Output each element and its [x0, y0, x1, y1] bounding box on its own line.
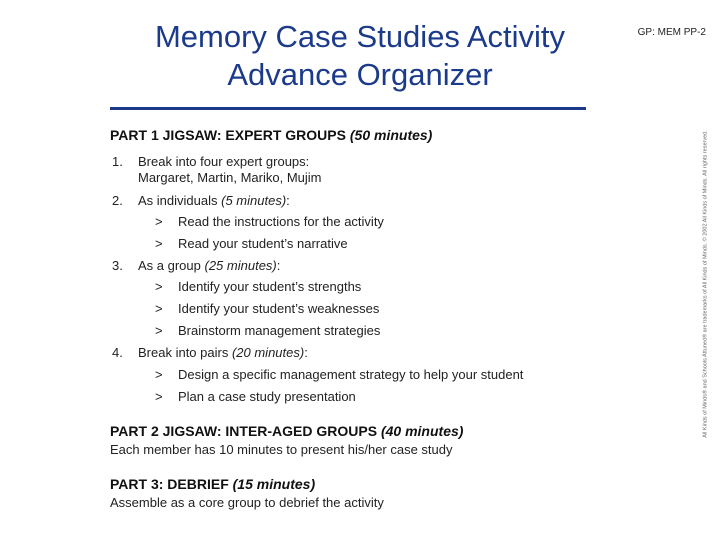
part2-text: Each member has 10 minutes to present his/her case study: [110, 442, 453, 457]
sub-item: [155, 214, 384, 229]
list-item-text: As individuals: [138, 193, 218, 208]
sub-item-text: Read the instructions for the activity: [178, 214, 384, 229]
chevron-right-icon: >: [155, 323, 163, 338]
part2-heading-time: (40 minutes): [380, 423, 464, 439]
part3-heading: [110, 476, 315, 492]
part2-heading-text: PART 2 JIGSAW: INTER-AGED GROUPS: [110, 423, 378, 439]
part3-text: Assemble as a core group to debrief the activity: [110, 495, 384, 510]
chevron-right-icon: >: [155, 236, 163, 251]
sub-item-text: Brainstorm management strategies: [178, 323, 381, 338]
part3-heading-text: PART 3: DEBRIEF: [110, 476, 229, 492]
title-line-2: Advance Organizer: [227, 57, 493, 92]
list-item-suffix: :: [304, 345, 308, 360]
list-item-number: 4.: [112, 345, 123, 360]
list-item-number: 2.: [112, 193, 123, 208]
part3-heading-time: (15 minutes): [232, 476, 316, 492]
part1-heading-time: (50 minutes): [349, 127, 433, 143]
list-item-text: Break into pairs: [138, 345, 229, 360]
sub-item: [155, 301, 379, 316]
sub-item: [155, 279, 361, 294]
list-item-2: [112, 193, 290, 209]
list-item-1: [112, 154, 321, 186]
sub-item-text: Identify your student’s weaknesses: [178, 301, 380, 316]
slide-code: GP: MEM PP-2: [637, 27, 706, 38]
chevron-right-icon: >: [155, 301, 163, 316]
sub-item: [155, 323, 380, 338]
part1-heading: [110, 127, 432, 143]
sub-item-text: Read your student’s narrative: [178, 236, 348, 251]
sub-item: [155, 389, 356, 404]
list-item-number: 1.: [112, 154, 123, 169]
list-item-suffix: :: [276, 258, 281, 273]
sub-item-text: Design a specific management strategy to help your student: [178, 367, 524, 382]
copyright-sidebar: [695, 40, 717, 528]
sub-item: [155, 367, 523, 382]
list-item-text: Break into four expert groups:: [138, 154, 310, 169]
chevron-right-icon: >: [155, 389, 163, 404]
sub-item: [155, 236, 348, 251]
chevron-right-icon: >: [155, 279, 163, 294]
part1-heading-text: PART 1 JIGSAW: EXPERT GROUPS: [110, 127, 346, 143]
page-title: [110, 18, 610, 94]
list-item-time: (25 minutes): [204, 258, 277, 273]
title-line-1: Memory Case Studies Activity: [154, 19, 566, 54]
list-item-suffix: :: [286, 193, 290, 208]
sub-item-text: Plan a case study presentation: [178, 389, 356, 404]
chevron-right-icon: >: [155, 367, 163, 382]
sub-item-text: Identify your student’s strengths: [178, 279, 362, 294]
part2-heading: [110, 423, 463, 439]
list-item-time: (20 minutes): [231, 345, 305, 360]
list-item-number: 3.: [112, 258, 123, 273]
list-item-text: As a group: [138, 258, 201, 273]
copyright-notice: All Kinds of Minds® and Schools Attuned® are trademarks of All Kinds of Minds. © 2002 All Kinds of Minds. All rights reserved.: [703, 130, 710, 438]
chevron-right-icon: >: [155, 214, 163, 229]
list-item-text-2: Margaret, Martin, Mariko, Mujim: [138, 170, 322, 185]
list-item-3: [112, 258, 280, 274]
title-rule: [110, 107, 586, 110]
list-item-time: (5 minutes): [221, 193, 287, 208]
list-item-4: [112, 345, 308, 361]
